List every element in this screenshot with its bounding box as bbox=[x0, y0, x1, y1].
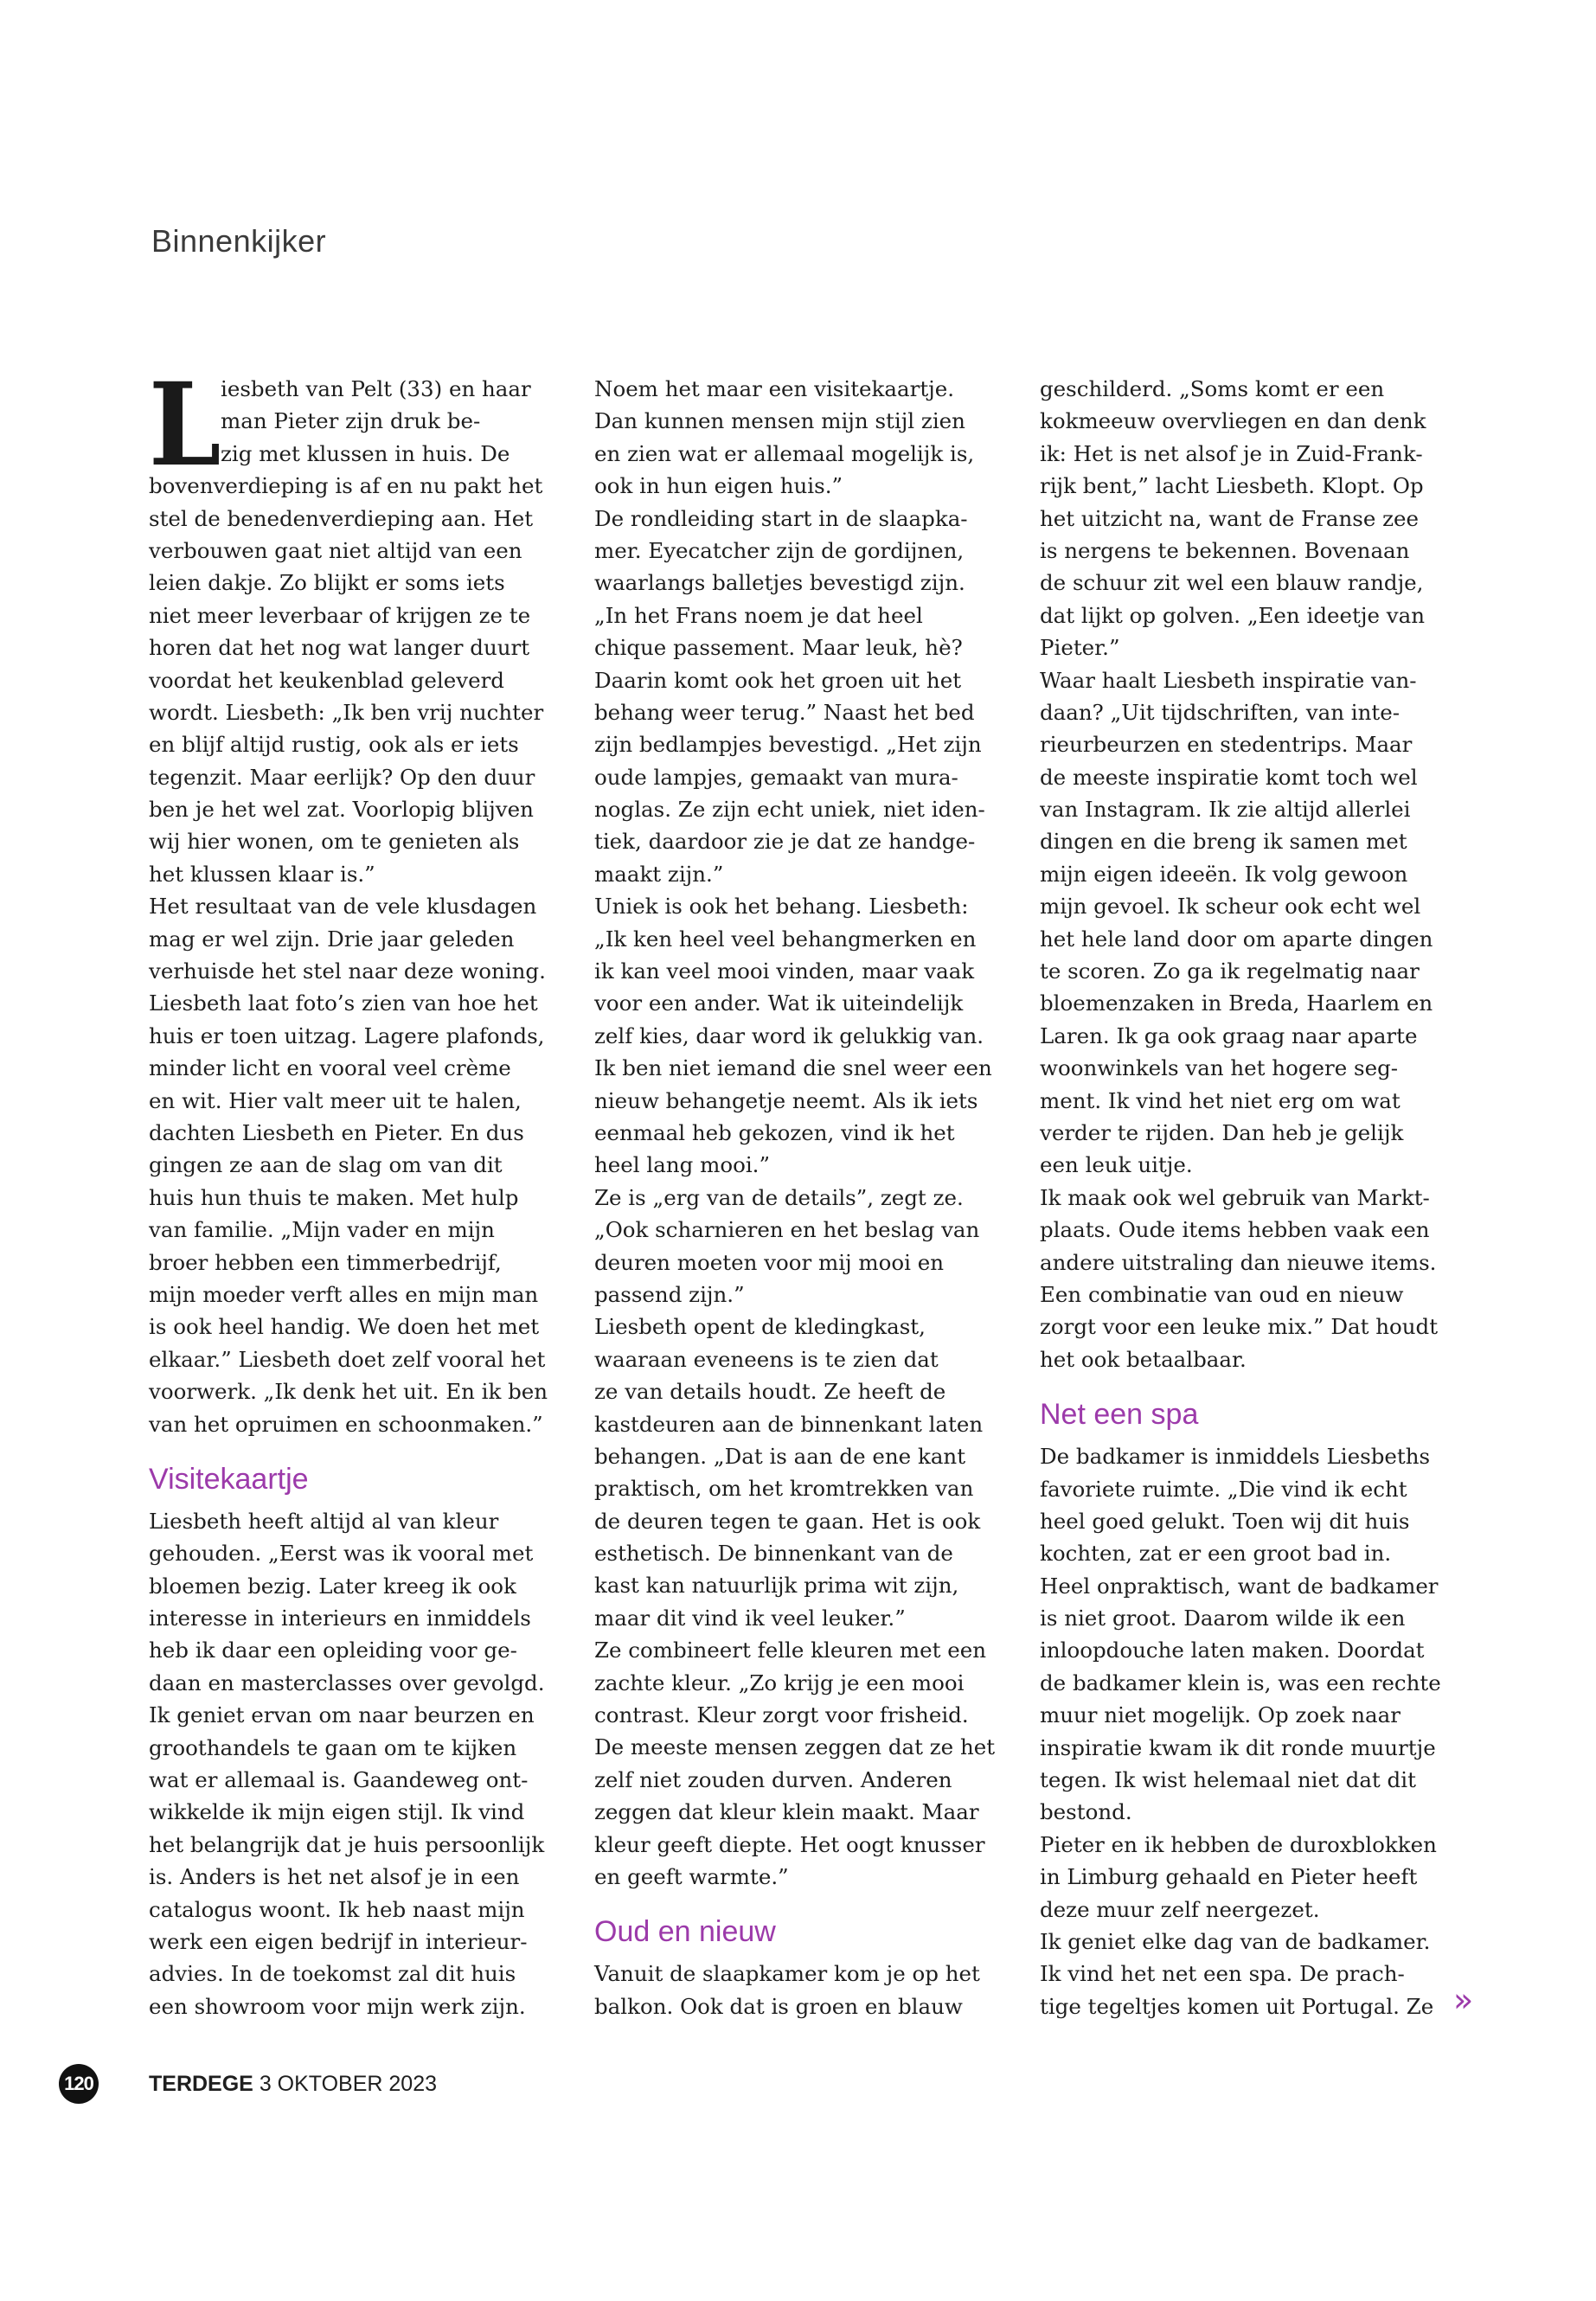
text-line: Het resultaat van de vele klusdagen bbox=[149, 894, 537, 920]
text-line: kochten, zat er een groot bad in. bbox=[1040, 1541, 1392, 1567]
text-line: Ik vind het net een spa. De prach- bbox=[1040, 1961, 1405, 1987]
text-line: de deuren tegen te gaan. Het is ook bbox=[594, 1508, 981, 1534]
text-line: passend zijn.” bbox=[594, 1281, 745, 1307]
text-line: woonwinkels van het hogere seg- bbox=[1040, 1055, 1399, 1081]
page-number-badge: 120 bbox=[59, 2064, 99, 2104]
text-line: een leuk uitje. bbox=[1040, 1152, 1193, 1178]
text-line: van het opruimen en schoonmaken.” bbox=[149, 1411, 543, 1437]
text-line: minder licht en vooral veel crème bbox=[149, 1055, 511, 1081]
text-line: mijn moeder verft alles en mijn man bbox=[149, 1281, 539, 1307]
text-line: gingen ze aan de slag om van dit bbox=[149, 1152, 503, 1178]
text-line: zorgt voor een leuke mix.” Dat houdt bbox=[1040, 1314, 1439, 1340]
text-line: „Ook scharnieren en het beslag van bbox=[594, 1217, 980, 1243]
text-line: verhuisde het stel naar deze woning. bbox=[149, 958, 546, 984]
text-line: niet meer leverbaar of krijgen ze te bbox=[149, 602, 531, 628]
text-line: deuren moeten voor mij mooi en bbox=[594, 1249, 945, 1275]
text-line: daan en masterclasses over gevolgd. bbox=[149, 1670, 545, 1695]
text-line: kleur geeft diepte. Het oogt knusser bbox=[594, 1831, 985, 1857]
text-line: daan? „Uit tijdschriften, van inte- bbox=[1040, 699, 1401, 725]
text-line: rijk bent,” lacht Liesbeth. Klopt. Op bbox=[1040, 473, 1424, 499]
text-line: Pieter.” bbox=[1040, 635, 1120, 661]
text-line: is ook heel handig. We doen het met bbox=[149, 1314, 540, 1340]
text-line: kastdeuren aan de binnenkant laten bbox=[594, 1411, 984, 1437]
text-line: stel de benedenverdieping aan. Het bbox=[149, 505, 534, 531]
text-line: zachte kleur. „Zo krijg je een mooi bbox=[594, 1670, 965, 1695]
text-line: ook in hun eigen huis.” bbox=[594, 473, 843, 499]
text-line: rieurbeurzen en stedentrips. Maar bbox=[1040, 732, 1413, 758]
text-line: gehouden. „Eerst was ik vooral met bbox=[149, 1541, 534, 1567]
issue-info bbox=[149, 2072, 437, 2097]
text-line: leien dakje. Zo blijkt er soms iets bbox=[149, 570, 505, 596]
text-line: en blijf altijd rustig, ook als er iets bbox=[149, 732, 519, 758]
text-line: en zien wat er allemaal mogelijk is, bbox=[594, 440, 975, 466]
text-line: Ik maak ook wel gebruik van Markt- bbox=[1040, 1184, 1430, 1210]
text-line: van familie. „Mijn vader en mijn bbox=[149, 1217, 495, 1243]
text-line: andere uitstraling dan nieuwe items. bbox=[1040, 1249, 1437, 1275]
text-line: mer. Eyecatcher zijn de gordijnen, bbox=[594, 537, 965, 563]
text-line: bloemenzaken in Breda, Haarlem en bbox=[1040, 990, 1433, 1016]
text-line: mijn gevoel. Ik scheur ook echt wel bbox=[1040, 894, 1421, 920]
text-line: dat lijkt op golven. „Een ideetje van bbox=[1040, 602, 1425, 628]
text-line: „In het Frans noem je dat heel bbox=[594, 602, 923, 628]
text-line: is. Anders is het net alsof je in een bbox=[149, 1864, 520, 1890]
text-line: Ik geniet elke dag van de badkamer. bbox=[1040, 1928, 1431, 1954]
drop-cap: L bbox=[149, 358, 221, 492]
text-line: heb ik daar een opleiding voor ge- bbox=[149, 1638, 517, 1663]
text-line: behangen. „Dat is aan de ene kant bbox=[594, 1443, 966, 1469]
text-line: waaraan eveneens is te zien dat bbox=[594, 1346, 939, 1372]
text-line: Liesbeth heeft altijd al van kleur bbox=[149, 1508, 499, 1534]
text-line: Ze combineert felle kleuren met een bbox=[594, 1638, 987, 1663]
text-line: contrast. Kleur zorgt voor frisheid. bbox=[594, 1702, 969, 1728]
text-line: voorwerk. „Ik denk het uit. En ik ben bbox=[149, 1379, 548, 1405]
text-line: te scoren. Zo ga ik regelmatig naar bbox=[1040, 958, 1420, 984]
text-line: De meeste mensen zeggen dat ze het bbox=[594, 1734, 996, 1760]
text-line: het hele land door om aparte dingen bbox=[1040, 926, 1433, 952]
text-line: verder te rijden. Dan heb je gelijk bbox=[1040, 1119, 1404, 1145]
text-line: Een combinatie van oud en nieuw bbox=[1040, 1281, 1404, 1307]
section-heading: Visitekaartje bbox=[149, 1462, 309, 1496]
text-line: voordat het keukenblad geleverd bbox=[149, 667, 504, 693]
text-line: horen dat het nog wat langer duurt bbox=[149, 635, 530, 661]
text-line: eenmaal heb gekozen, vind ik het bbox=[594, 1119, 955, 1145]
text-line: maakt zijn.” bbox=[594, 861, 724, 887]
text-line: inloopdouche laten maken. Doordat bbox=[1040, 1638, 1425, 1663]
text-line: oude lampjes, gemaakt van mura- bbox=[594, 764, 958, 790]
section-heading: Net een spa bbox=[1040, 1398, 1199, 1432]
text-line: Waar haalt Liesbeth inspiratie van- bbox=[1040, 667, 1417, 693]
section-label: Binnenkijker bbox=[151, 223, 327, 259]
text-line: wordt. Liesbeth: „Ik ben vrij nuchter bbox=[149, 699, 544, 725]
text-line: broer hebben een timmerbedrijf, bbox=[149, 1249, 502, 1275]
text-line: het belangrijk dat je huis persoonlijk bbox=[149, 1831, 545, 1857]
text-line: muur niet mogelijk. Op zoek naar bbox=[1040, 1702, 1401, 1728]
text-line: inspiratie kwam ik dit ronde muurtje bbox=[1040, 1734, 1436, 1760]
text-line: kast kan natuurlijk prima wit zijn, bbox=[594, 1573, 959, 1599]
text-line: interesse in interieurs en inmiddels bbox=[149, 1606, 531, 1631]
text-line: tegenzit. Maar eerlijk? Op den duur bbox=[149, 764, 535, 790]
text-line: zig met klussen in huis. De bbox=[221, 440, 510, 466]
text-line: van Instagram. Ik zie altijd allerlei bbox=[1040, 797, 1411, 823]
text-line: het ook betaalbaar. bbox=[1040, 1346, 1247, 1372]
text-line: zeggen dat kleur klein maakt. Maar bbox=[594, 1799, 979, 1825]
text-line: ze van details houdt. Ze heeft de bbox=[594, 1379, 946, 1405]
text-line: Dan kunnen mensen mijn stijl zien bbox=[594, 408, 965, 434]
text-line: wikkelde ik mijn eigen stijl. Ik vind bbox=[149, 1799, 525, 1825]
text-line: de meeste inspiratie komt toch wel bbox=[1040, 764, 1418, 790]
text-line: De rondleiding start in de slaapka- bbox=[594, 505, 968, 531]
text-line: chique passement. Maar leuk, hè? bbox=[594, 635, 963, 661]
text-line: ment. Ik vind het niet erg om wat bbox=[1040, 1087, 1401, 1113]
text-line: bestond. bbox=[1040, 1799, 1132, 1825]
text-line: het uitzicht na, want de Franse zee bbox=[1040, 505, 1420, 531]
text-line: en wit. Hier valt meer uit te halen, bbox=[149, 1087, 522, 1113]
text-line: en geeft warmte.” bbox=[594, 1863, 789, 1889]
text-line: Liesbeth opent de kledingkast, bbox=[594, 1314, 926, 1340]
article-column-1 bbox=[149, 358, 573, 2022]
text-line: de schuur zit wel een blauw randje, bbox=[1040, 570, 1424, 596]
text-line: esthetisch. De binnenkant van de bbox=[594, 1541, 953, 1567]
text-line: praktisch, om het kromtrekken van bbox=[594, 1476, 974, 1502]
text-line: Heel onpraktisch, want de badkamer bbox=[1040, 1573, 1439, 1599]
text-line: Ik geniet ervan om naar beurzen en bbox=[149, 1702, 535, 1728]
text-line: mijn eigen ideeën. Ik volg gewoon bbox=[1040, 861, 1408, 887]
double-chevron-right-icon: » bbox=[1453, 1981, 1474, 2019]
text-line: bloemen bezig. Later kreeg ik ook bbox=[149, 1573, 516, 1599]
text-line: tiek, daardoor zie je dat ze handge- bbox=[594, 829, 976, 855]
text-line: bovenverdieping is af en nu pakt het bbox=[149, 473, 543, 499]
text-line: wij hier wonen, om te genieten als bbox=[149, 829, 520, 855]
text-line: noglas. Ze zijn echt uniek, niet iden- bbox=[594, 797, 985, 823]
text-line: dingen en die breng ik samen met bbox=[1040, 829, 1407, 855]
text-line: tige tegeltjes komen uit Portugal. Ze bbox=[1040, 1993, 1434, 2019]
text-line: voor een ander. Wat ik uiteindelijk bbox=[594, 990, 964, 1016]
text-line: maar dit vind ik veel leuker.” bbox=[594, 1605, 906, 1631]
text-line: man Pieter zijn druk be- bbox=[221, 408, 481, 434]
text-line: Ik ben niet iemand die snel weer een bbox=[594, 1055, 992, 1081]
text-line: is nergens te bekennen. Bovenaan bbox=[1040, 537, 1410, 563]
text-line: plaats. Oude items hebben vaak een bbox=[1040, 1217, 1430, 1243]
text-line: in Limburg gehaald en Pieter heeft bbox=[1040, 1864, 1418, 1890]
text-line: de badkamer klein is, was een rechte bbox=[1040, 1670, 1441, 1695]
text-line: zelf niet zouden durven. Anderen bbox=[594, 1766, 952, 1792]
text-line: Pieter en ik hebben de duroxblokken bbox=[1040, 1831, 1437, 1857]
text-line: wat er allemaal is. Gaandeweg ont- bbox=[149, 1767, 529, 1793]
article-column-2 bbox=[594, 373, 1018, 2022]
text-line: een showroom voor mijn werk zijn. bbox=[149, 1993, 526, 2019]
text-line: tegen. Ik wist helemaal niet dat dit bbox=[1040, 1767, 1416, 1793]
text-line: „Ik ken heel veel behangmerken en bbox=[594, 926, 977, 952]
text-line: Noem het maar een visitekaartje. bbox=[594, 376, 955, 401]
text-line: De badkamer is inmiddels Liesbeths bbox=[1040, 1444, 1431, 1470]
text-line: is niet groot. Daarom wilde ik een bbox=[1040, 1606, 1406, 1631]
text-line: geschilderd. „Soms komt er een bbox=[1040, 376, 1385, 401]
text-line: deze muur zelf neergezet. bbox=[1040, 1896, 1320, 1922]
text-line: iesbeth van Pelt (33) en haar bbox=[221, 376, 531, 401]
text-line: catalogus woont. Ik heb naast mijn bbox=[149, 1896, 525, 1922]
text-line: advies. In de toekomst zal dit huis bbox=[149, 1961, 516, 1987]
text-line: elkaar.” Liesbeth doet zelf vooral het bbox=[149, 1346, 546, 1372]
text-line: zijn bedlampjes bevestigd. „Het zijn bbox=[594, 732, 982, 758]
text-line: Uniek is ook het behang. Liesbeth: bbox=[594, 894, 969, 920]
text-line: kokmeeuw overvliegen en dan denk bbox=[1040, 408, 1426, 434]
article-column-3 bbox=[1040, 373, 1464, 2022]
text-line: groothandels te gaan om te kijken bbox=[149, 1734, 517, 1760]
text-line: behang weer terug.” Naast het bed bbox=[594, 699, 975, 725]
text-line: Daarin komt ook het groen uit het bbox=[594, 667, 962, 693]
text-line: waarlangs balletjes bevestigd zijn. bbox=[594, 570, 965, 596]
text-line: Ze is „erg van de details”, zegt ze. bbox=[594, 1184, 964, 1210]
text-line: Vanuit de slaapkamer kom je op het bbox=[594, 1961, 980, 1987]
text-line: favoriete ruimte. „Die vind ik echt bbox=[1040, 1476, 1407, 1502]
text-line: ik kan veel mooi vinden, maar vaak bbox=[594, 958, 975, 984]
text-line: ik: Het is net alsof je in Zuid-Frank- bbox=[1040, 440, 1423, 466]
text-line: het klussen klaar is.” bbox=[149, 861, 375, 887]
text-line: huis hun thuis te maken. Met hulp bbox=[149, 1184, 519, 1210]
section-heading: Oud en nieuw bbox=[594, 1915, 776, 1949]
magazine-name: TERDEGE bbox=[149, 2071, 253, 2096]
text-line: verbouwen gaat niet altijd van een bbox=[149, 537, 522, 563]
text-line: huis er toen uitzag. Lagere plafonds, bbox=[149, 1022, 545, 1048]
text-line: Laren. Ik ga ook graag naar aparte bbox=[1040, 1022, 1418, 1048]
text-line: balkon. Ook dat is groen en blauw bbox=[594, 1993, 963, 2019]
text-line: nieuw behangetje neemt. Als ik iets bbox=[594, 1087, 978, 1113]
text-line: heel lang mooi.” bbox=[594, 1152, 770, 1178]
text-line: ben je het wel zat. Voorlopig blijven bbox=[149, 797, 534, 823]
text-line: zelf kies, daar word ik gelukkig van. bbox=[594, 1022, 984, 1048]
text-line: werk een eigen bedrijf in interieur- bbox=[149, 1928, 528, 1954]
issue-date: 3 OKTOBER 2023 bbox=[259, 2071, 438, 2096]
text-line: dachten Liesbeth en Pieter. En dus bbox=[149, 1119, 524, 1145]
text-line: mag er wel zijn. Drie jaar geleden bbox=[149, 926, 515, 952]
page-footer bbox=[59, 2064, 437, 2104]
text-line: heel goed gelukt. Toen wij dit huis bbox=[1040, 1508, 1410, 1534]
text-line: Liesbeth laat foto’s zien van hoe het bbox=[149, 990, 538, 1016]
